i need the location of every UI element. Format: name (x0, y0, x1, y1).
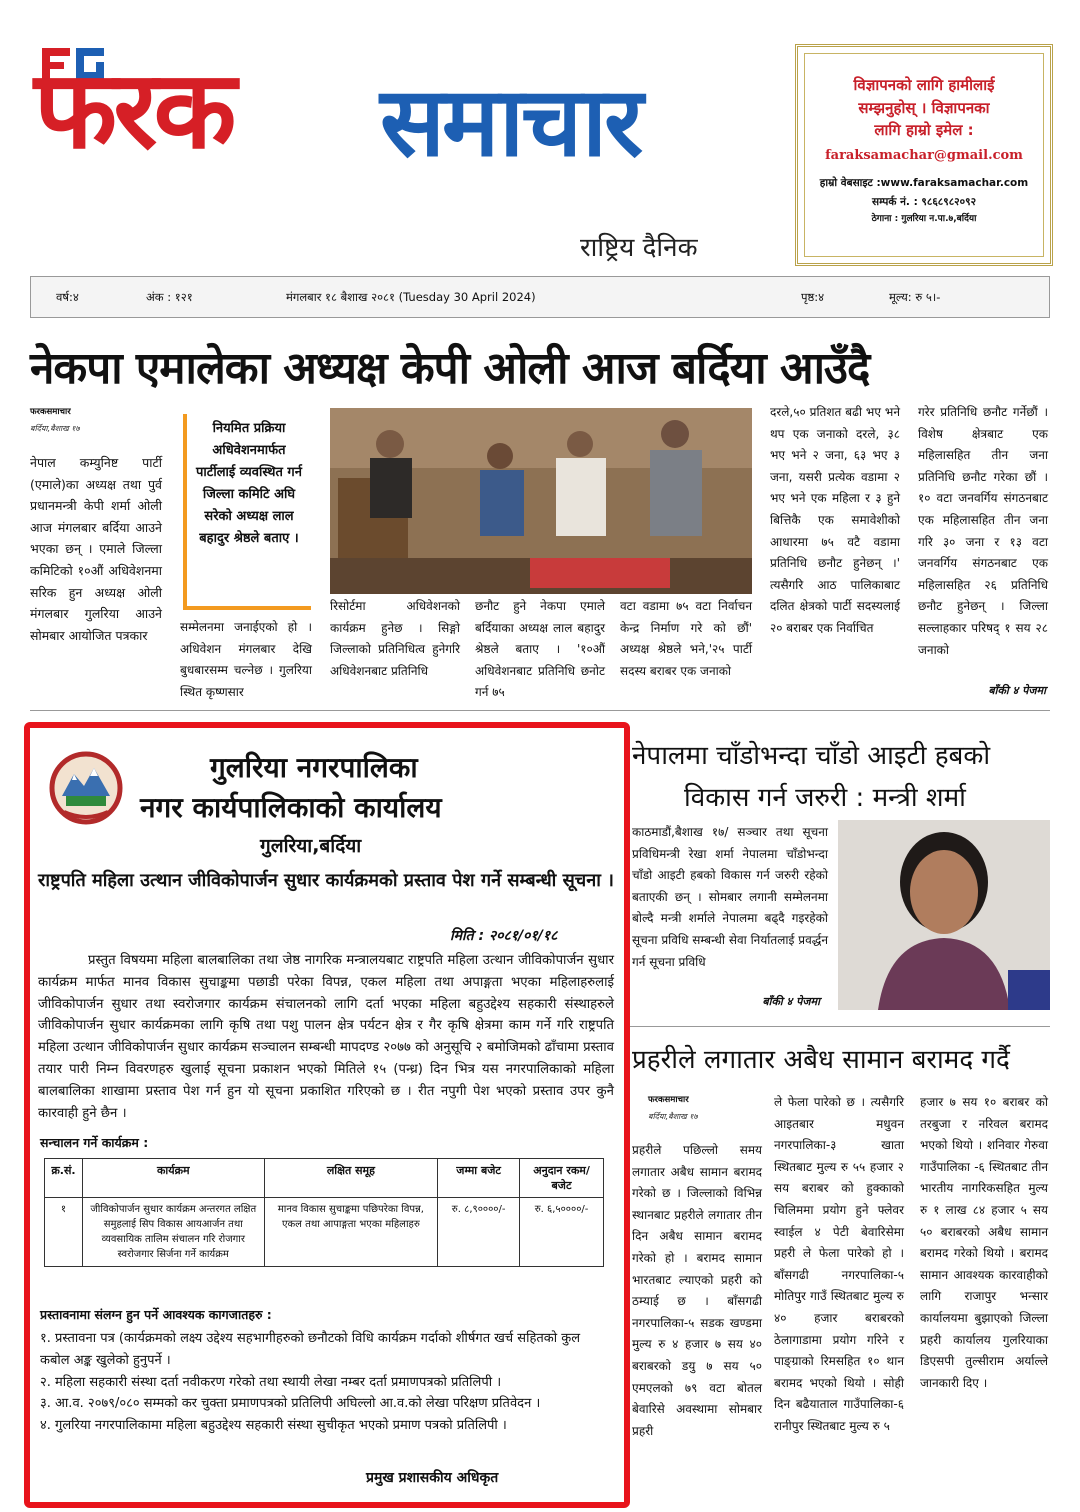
police-col-2: ले फेला पारेको छ । त्यसैगरि आइतबार मधुवन नगरपालिका-३ खाता स्थितबाट मुल्य रु ५५ हजार २ सय बराबर को हुक्काको चिलिममा प्रयोग हुने फ्लेवर स्वाईल ४ पेटी बेवारिसेमा प्रहरी ले फेला पारेको हो । बाँसगढी नगरपालिका-५ मोतिपुर गाउँ स्थितबाट मुल्य रु ४० हजार बराबरको ठेलागाडामा प्रयोग गरिने र पाङ्ग्राको रिमसहित १० थान बरामद भएको थियो । सोही दिन बढैयाताल गाउँपालिका-६ रानीपुर स्थितबाट मुल्य रु ५ (774, 1095, 904, 1433)
lead-headline: नेकपा एमालेका अध्यक्ष केपी ओली आज बर्दिया आउँदै (30, 343, 870, 394)
documents-heading: प्रस्तावनामा संलग्न हुन पर्ने आवश्यक कागजातहरु : (40, 1307, 272, 1322)
it-body: काठमाडौं,बैशाख १७/ सञ्चार तथा सूचना प्रविधिमन्त्री रेखा शर्मा नेपालमा चाँडोभन्दा चाँडो आइटी हबको विकास गर्न जरुरी रहेको बताएकी छन् । सोमबार लगानी सम्मेलनमा बोल्दै मन्त्री शर्माले नेपालमा बढ्दै गइरहेको सूचना प्रविधि सम्बन्धी सेवा निर्यातलाई प्रवर्द्धन गर्न सूचना प्रविधि (632, 825, 828, 969)
table-row (45, 1198, 604, 1267)
list-item: २. महिला सहकारी संस्था दर्ता नवीकरण गरेको तथा स्थायी लेखा नम्बर दर्ता प्रमाणपत्रको प्रतिलिपी । (40, 1374, 502, 1390)
masthead-title-left: फरक (34, 48, 233, 173)
documents-list (40, 1328, 612, 1437)
volume: वर्ष:४ (56, 290, 79, 304)
notice-title-municipality: गुलरिया नगरपालिका (210, 751, 418, 784)
source-dateline: बर्दिया,बैशाख १७ (30, 424, 80, 433)
notice-title-office: नगर कार्यपालिकाको कार्यालय (140, 791, 442, 824)
table-header-cell: लक्षित समूह (264, 1159, 438, 1198)
ad-line-3: लागि हाम्रो इमेल : (874, 121, 974, 139)
masthead-subtitle: राष्ट्रिय दैनिक (580, 233, 698, 263)
source-label: फरकसमाचार (648, 1095, 689, 1105)
source-label: फरकसमाचार (30, 407, 71, 417)
meeting-photo (330, 408, 752, 594)
police-headline: प्रहरीले लगातार अबैध सामान बरामद गर्दै (632, 1045, 1010, 1075)
nepal-emblem-icon (46, 750, 126, 826)
police-source (648, 1094, 748, 1122)
lead-col-7: गरेर प्रतिनिधि छनौट गर्नेछौं । विशेष क्षेत्रबाट एक महिलासहित तीन जना प्रतिनिधि छनौट गरेका छौं । १० वटा जनवर्गिय संगठनबाट एक महिलासहित तीन जना गरि ३० जना र १३ वटा जनवर्गिय संगठनबाट एक महिलासहित २६ प्रतिनिधि छनौट हुनेछन् । जिल्ला सल्लाहकार परिषद् १ सय २८ जनाको (918, 405, 1048, 657)
table-header-row (45, 1159, 604, 1198)
notice-title-location: गुलरिया,बर्दिया (260, 835, 362, 857)
issue-date: मंगलबार १८ बैशाख २०८१ (Tuesday 30 April 2024) (286, 290, 536, 304)
table-cell: १ (45, 1198, 83, 1267)
notice-signature: प्रमुख प्रशासकीय अधिकृत (366, 1470, 499, 1486)
table-cell: जीविकोपार्जन सुधार कार्यक्रम अन्तरगत लक्षित समुहलाई सिप विकास आयआर्जन तथा व्यवसायिक तालिम संचालन गरि रोजगार स्वरोजगार सिर्जना गर्ने कार्यक्रम (82, 1198, 264, 1267)
section-divider (30, 710, 1050, 711)
table-header-cell: क्र.सं. (45, 1159, 83, 1198)
list-item: ४. गुलरिया नगरपालिकामा महिला बहुउद्देश्य सहकारी संस्था सुचीकृत भएको प्रमाण पत्रको प्रतिलिपी । (40, 1418, 507, 1434)
pull-quote: नियमित प्रक्रिया अधिवेशनमार्फत पार्टीलाई व्यवस्थित गर्न जिल्ला कमिटि अघि सरेको अध्यक्ष लाल बहादुर श्रेष्ठले बताए । (183, 414, 311, 610)
dateline-bar (30, 276, 1050, 318)
masthead-title-right: समाचार (380, 66, 641, 178)
table-cell: रु. ८,९००००/- (438, 1198, 520, 1267)
table-header-cell: जम्मा बजेट (438, 1159, 520, 1198)
section-divider (630, 1026, 1050, 1027)
portrait-illustration (838, 820, 1050, 1010)
price: मूल्य: रु ५।- (889, 290, 941, 304)
lead-source (30, 406, 170, 434)
table-header-cell: कार्यक्रम (82, 1159, 264, 1198)
ad-website: हाम्रो वेबसाइट :www.faraksamachar.com (819, 176, 1029, 189)
police-col-1: प्रहरीले पछिल्लो समय लगातार अबैध सामान बरामद गरेको छ । जिल्लाको विभिन्न स्थानबाट प्रहरीले लगातार तीन दिन अबैध सामान बरामद गरेको हो । बरामद सामान भारतबाट ल्याएको प्रहरी को ठम्याई छ । बाँसगढी नगरपालिका-५ सडक खण्डमा मुल्य रु ४ हजार ७ सय ४० बराबरको डयु ७ सय ५० एमएलको ७९ वटा बोतल बेवारिसे अवस्थामा सोमबार प्रहरी (632, 1143, 762, 1438)
notice-subject: राष्ट्रपति महिला उत्थान जीविकोपार्जन सुधार कार्यक्रमको प्रस्ताव पेश गर्ने सम्बन्धी सूचना । (38, 870, 614, 891)
program-table (44, 1158, 604, 1267)
lead-col-6: दरले,५० प्रतिशत बढी भए भने थप एक जनाको दरले, ३८ भए भने २ जना, ६३ भए ३ जना, यसरी प्रत्येक वडामा २ भए भने एक महिला र ३ हुने बित्तिकै एक समावेशीको आधारमा ७५ वटै वडामा प्रतिनिधि छनौट हुनेछन् ।' त्यसैगरि आठ पालिकाबाट दलित क्षेत्रको पार्टी सदस्यलाई २० बराबर एक निर्वाचित (770, 405, 900, 635)
source-dateline: बर्दिया,बैशाख १७ (648, 1112, 698, 1121)
programs-heading: सन्चालन गर्ने कार्यक्रम : (40, 1135, 149, 1150)
lead-col-2: सम्मेलनमा जनाईएको हो । अधिवेशन मंगलबार देखि बुधबारसम्म चल्नेछ । गुलरिया स्थित कृष्णसार (180, 620, 312, 699)
notice-body: प्रस्तुत विषयमा महिला बालबालिका तथा जेष्ठ नागरिक मन्त्रालयबाट राष्ट्रपति महिला उत्थान जीविकोपार्जन सुधार कार्यक्रम मार्फत मानव विकास सुचाङ्कमा पछाडी परेका विपन्न, एकल महिला तथा अपाङ्गता भएका महिलाहरुलाई जीविकोपार्जन सुधार तथा स्वरोजगार कार्यक्रम संचालनको लागि दर्ता भएका महिला बहुउद्देश्य सहकारी संस्थाहरुले जीविकोपार्जन सुधार कार्यक्रमका लागि कृषि तथा पशु पालन क्षेत्र पर्यटन क्षेत्र र गैर कृषि क्षेत्रमा काम गर्ने गरि राष्ट्रपति महिला उत्थान जीविकोपार्जन सुधार कार्यक्रम सञ्चालन सम्बन्धी मापदण्ड २०७७ को अनुसूचि २ बमोजिमको ढाँचामा प्रस्ताव तयार पारी निम्न विवरणहरु खुलाई सूचना प्रकाशन भएको मितिले १५ (पन्ध्र) दिन भित्र यस नगरपालिकाको महिला बालबालिका शाखामा प्रस्ताव पेश गर्न हुन यो सूचना प्रकाशित गरिएको छ । रीत नपुगी पेश भएको प्रस्ताव उपर कुनै कारवाही हुने छैन । (38, 953, 614, 1121)
lead-col-5: वटा वडामा ७५ वटा निर्वाचन केन्द्र निर्माण गरे को छौं' अध्यक्ष श्रेष्ठले भने,'२५ पार्टी सदस्य बराबर एक जनाको (620, 599, 752, 678)
it-headline-line1: नेपालमा चाँडोभन्दा चाँडो आइटी हबको (632, 741, 991, 771)
list-item: १. प्रस्तावना पत्र (कार्यक्रमको लक्ष्य उद्देश्य सहभागीहरुको छनौटको विधि कार्यक्रम गर्दाको शीर्षगत खर्च सहितको कुल कबोल अङ्क खुलेको हुनुपर्ने । (40, 1331, 581, 1368)
it-headline-line2: विकास गर्न जरुरी : मन्त्री शर्मा (684, 783, 966, 813)
table-cell: मानव विकास सुचाङ्कमा पछिपरेका विपन्न, एकल तथा आपाङ्गता भएका महिलाहरु (264, 1198, 438, 1267)
lead-col-3: रिसोर्टमा अधिवेशनको कार्यक्रम हुनेछ । सिङ्गो जिल्लाको प्रतिनिधित्व हुनेगरि अधिवेशनबाट प्रतिनिधि (330, 599, 460, 678)
municipal-notice (24, 722, 630, 1508)
meeting-photo-illustration (330, 408, 752, 594)
table-cell: रु. ६,५००००/- (520, 1198, 604, 1267)
police-col-3: हजार ७ सय १० बराबर को तरबुजा र नरिवल बरामद भएको थियो । शनिवार गेरुवा गाउँपालिका -६ स्थितबाट तीन भारतीय नागरिकसहित मुल्य रु १ लाख ८४ हजार ५ सय ५० बराबरको अबैध सामान बरामद गरेको थियो । बरामद सामान आवश्यक कारवाहीको लागि राजापुर भन्सार कार्यालयमा बुझाएको जिल्ला प्रहरी कार्यालय गुलरियाका डिएसपी तुल्सीराम अर्याल्ले जानकारी दिए । (920, 1095, 1048, 1390)
table-header-cell: अनुदान रकम/बजेट (520, 1159, 604, 1198)
ad-email: faraksamachar@gmail.com (825, 147, 1023, 163)
ad-address: ठेगाना : गुलरिया न.पा.७,बर्दिया (871, 214, 977, 225)
lead-col-4: छनौट हुने नेकपा एमाले बर्दियाका अध्यक्ष लाल बहादुर श्रेष्ठले बताए । '१०औं अधिवेशनबाट प्रतिनिधि छनोट गर्न ७५ (475, 599, 605, 700)
page-count: पृष्ठ:४ (801, 290, 825, 304)
ad-line-1: विज्ञापनको लागि हामीलाई (853, 76, 995, 94)
lead-continued: बाँकी ४ पेजमा (988, 684, 1046, 697)
ad-contact: सम्पर्क नं. : ९८६८९८२०९२ (871, 196, 977, 209)
minister-portrait (838, 820, 1050, 1010)
ad-line-2: सम्झनुहोस् । विज्ञापनका (858, 98, 990, 117)
issue-number: अंक : १२१ (146, 290, 193, 304)
list-item: ३. आ.व. २०७९/०८० सम्मको कर चुक्ता प्रमाणपत्रको प्रतिलिपी अघिल्लो आ.व.को लेखा परिक्षण प्रतिवेदन । (40, 1396, 541, 1412)
notice-date: मिति : २०८१/०१/१८ (450, 928, 558, 944)
advert-box (795, 44, 1053, 266)
it-continued: बाँकी ४ पेजमा (762, 995, 820, 1008)
lead-col-1: नेपाल कम्युनिष्ट पार्टी (एमाले)का अध्यक्ष तथा पुर्व प्रधानमन्त्री केपी शर्मा ओली आज मंगलबार बर्दिया आउने भएका छन् । एमाले जिल्ला कमिटिको १०औं अधिवेशनमा सरिक हुन अध्यक्ष ओली मंगलबार गुलरिया आउने सोमबार आयोजित पत्रकार (30, 455, 162, 643)
